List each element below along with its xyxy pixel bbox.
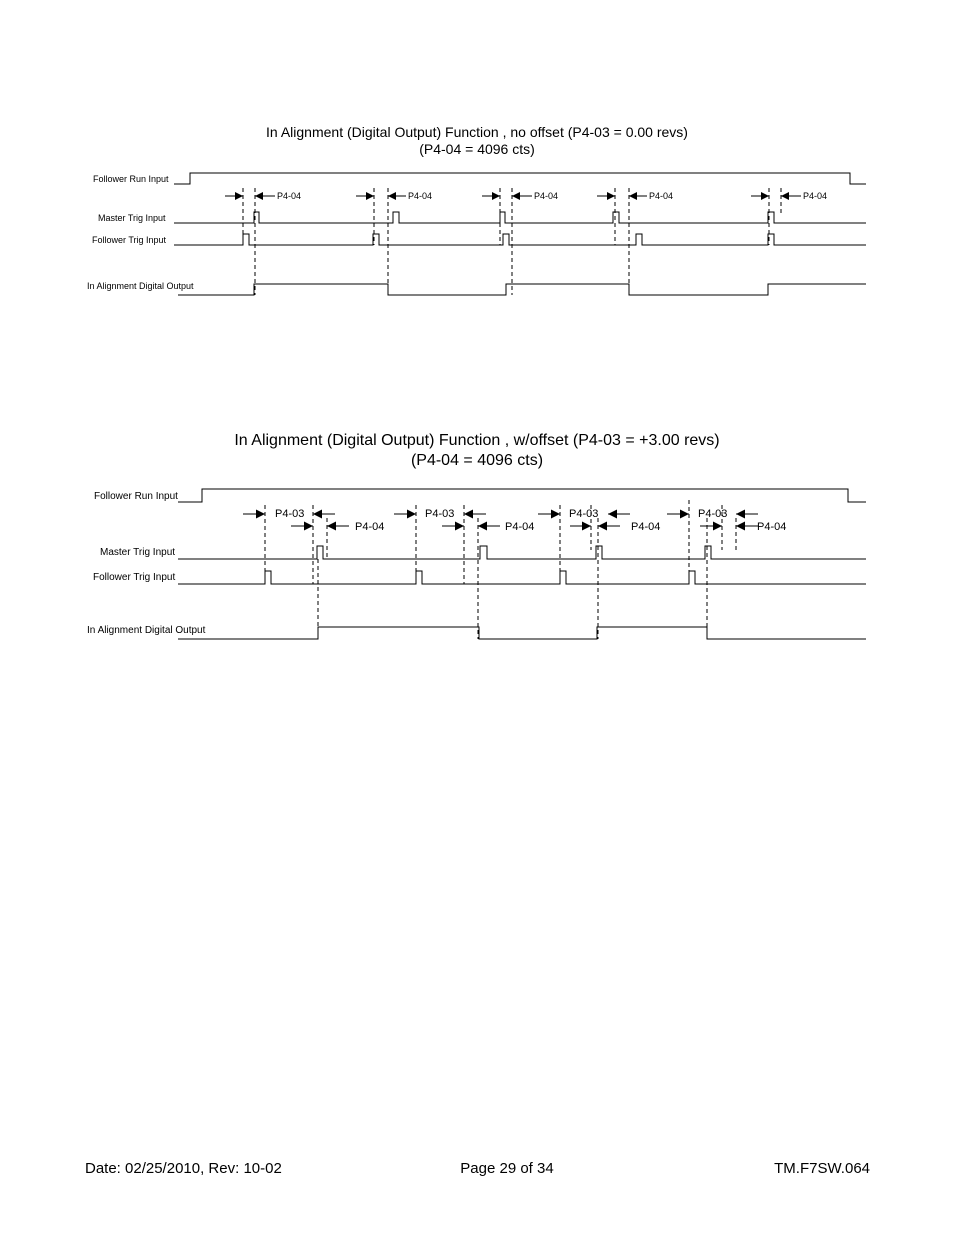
diagram1-title — [0, 124, 954, 158]
diagram1-title-line2: (P4-04 = 4096 cts) — [419, 141, 535, 157]
d1-follower-label: Follower Trig Input — [92, 235, 167, 245]
diagram1-title-line1: In Alignment (Digital Output) Function , no offset (P4-03 = 0.00 revs) — [266, 124, 688, 140]
d2-p403-label-4: P4-03 — [698, 508, 728, 520]
diagram2-title — [0, 431, 954, 471]
d2-follower-waveform — [178, 571, 866, 584]
diagram2-title-line1: In Alignment (Digital Output) Function , w/offset (P4-03 = +3.00 revs) — [234, 432, 720, 449]
d2-p404-label-2: P4-04 — [505, 521, 535, 533]
diagram2-title-line2: (P4-04 = 4096 cts) — [410, 452, 544, 469]
timing-diagram-with-offset — [0, 480, 954, 645]
d2-p404-label-4: P4-04 — [757, 521, 787, 533]
d1-master-label: Master Trig Input — [98, 213, 166, 223]
d1-p404-label-3: P4-04 — [534, 191, 559, 201]
d2-dimension-arrows — [243, 514, 758, 526]
d2-run-waveform — [178, 489, 866, 502]
d2-p404-label-3: P4-04 — [631, 521, 661, 533]
timing-diagram-no-offset — [0, 165, 954, 305]
d1-dashed-lines — [243, 188, 781, 295]
d2-output-label: In Alignment Digital Output — [87, 625, 206, 636]
d1-follower-waveform — [174, 234, 866, 245]
d2-p403-label-3: P4-03 — [569, 508, 599, 520]
d2-master-waveform — [178, 546, 866, 559]
d1-p404-label-1: P4-04 — [277, 191, 302, 201]
d2-follower-label: Follower Trig Input — [93, 572, 176, 583]
d2-p403-label-1: P4-03 — [275, 508, 305, 520]
d2-run-label: Follower Run Input — [94, 491, 178, 502]
d2-master-label: Master Trig Input — [100, 547, 176, 558]
d1-p404-label-5: P4-04 — [803, 191, 828, 201]
d1-run-label: Follower Run Input — [93, 174, 169, 184]
d1-output-label: In Alignment Digital Output — [87, 281, 194, 291]
footer-date: Date: 02/25/2010, Rev: 10-02 — [85, 1160, 282, 1177]
footer-page-text: Page 29 of 34 — [460, 1160, 554, 1177]
d1-run-waveform — [174, 173, 866, 184]
d1-p404-label-2: P4-04 — [408, 191, 433, 201]
d2-p404-label-1: P4-04 — [355, 521, 385, 533]
d2-dashed-lines — [265, 500, 736, 639]
d1-p404-label-4: P4-04 — [649, 191, 674, 201]
d1-output-waveform — [178, 284, 866, 295]
d2-p403-label-2: P4-03 — [425, 508, 455, 520]
d1-master-waveform — [174, 212, 866, 223]
d2-output-waveform — [178, 627, 866, 639]
footer-doc-id: TM.F7SW.064 — [774, 1160, 870, 1177]
